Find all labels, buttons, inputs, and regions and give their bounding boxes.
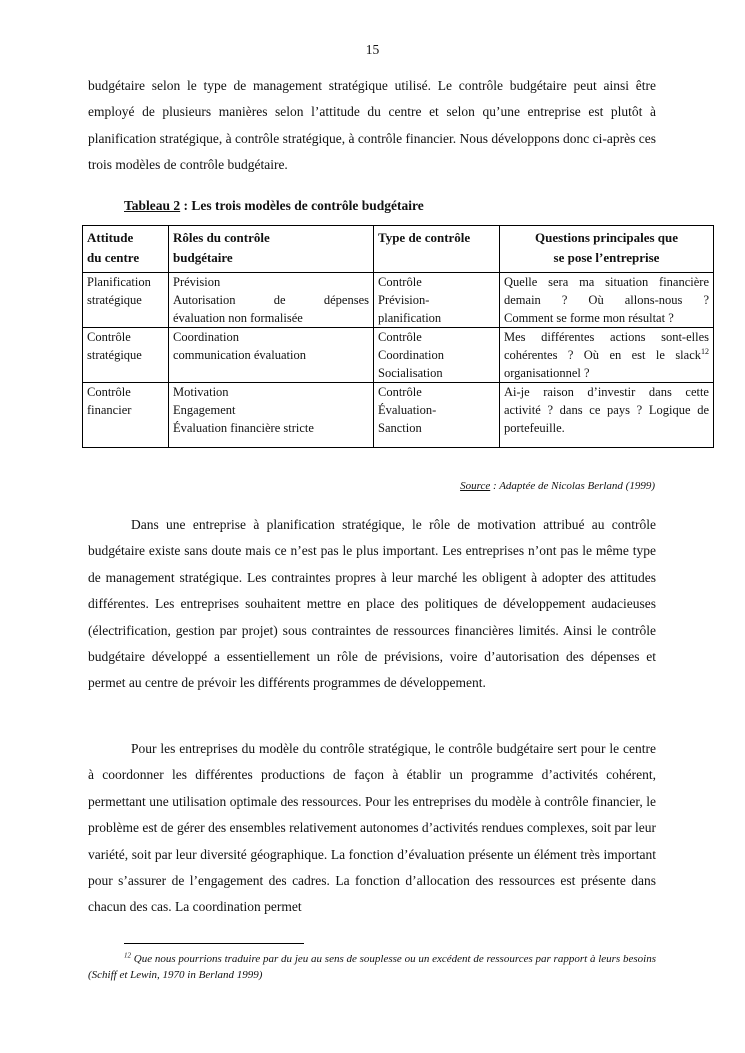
header-attitude-line1: Attitude [87,230,134,245]
cell-line: Contrôle [87,385,131,399]
cell-line: Quelle sera ma situation financière [504,275,709,289]
footnote-12 [88,951,656,983]
table-caption [124,198,424,214]
cell-roles [169,273,374,328]
cell-line: Socialisation [378,366,443,380]
cell-line: Prévision [173,275,221,289]
cell-line: Évaluation financière stricte [173,421,314,435]
cell-type [374,328,500,383]
header-type [374,226,500,273]
cell-line: organisationnel ? [504,366,590,380]
table-caption-text: : Les trois modèles de contrôle budgétaire [180,198,424,213]
footnote-separator [124,943,304,944]
cell-line: stratégique [87,293,142,307]
cell-line: portefeuille. [504,421,565,435]
paragraph-2: Dans une entreprise à planification stratégique, le rôle de motivation attribué au contrôle budgétaire existe sans doute mais ce n’est pas le plus important. Les entreprises n’ont pas le même type de management stratégique. Les contraintes propres à leur marché les obligent à adopter des attitudes différentes. Les entreprises souhaitent mettre en place des politiques de développement audacieuses (électrification, gestion par projet) sous contraintes de ressources financières limités. Ainsi le contrôle budgétaire développé a essentiellement un rôle de prévisions, voire d’autorisation des dépenses et permet au centre de prévoir les différents programmes de développement. [88,517,656,691]
cell-line: Contrôle [378,385,422,399]
header-attitude [83,226,169,273]
paragraph-3: Pour les entreprises du modèle du contrôle stratégique, le contrôle budgétaire sert pour le centre à coordonner les différentes productions de façon à établir un programme d’activités cohérent, permettant une utilisation optimale des ressources. Pour les entreprises du modèle à contrôle financier, le problème est de gérer des ensembles relativement autonomes d’activités rendues complexes, soit par leur variété, soit par leur diversité géographique. La fonction d’évaluation présente un élément très important pour s’assurer de l’engagement des cadres. La fonction d’allocation des ressources est présente dans chacun des cas. La coordination permet [88,741,656,915]
header-questions-line1: Questions principales que [534,230,679,245]
footnote-text: Que nous pourrions traduire par du jeu au sens de souplesse ou un excédent de ressources par rapport à leurs besoins (Schiff et Lewin, 1970 in Berland 1999) [88,953,656,981]
cell-line: Contrôle [378,330,422,344]
cell-type [374,383,500,448]
cell-questions [500,328,714,383]
footnote-number: 12 [124,951,131,960]
cell-line: planification [378,311,442,325]
page-number: 15 [365,42,380,57]
cell-line-text: cohérentes ? Où en est le slack [504,348,701,362]
cell-line: Mes différentes actions sont-elles [504,330,709,344]
cell-attitude [83,328,169,383]
cell-questions [500,383,714,448]
intro-paragraph: budgétaire selon le type de management stratégique utilisé. Le contrôle budgétaire peut ainsi être employé de plusieurs manières selon l’attitude du centre et selon qu’une entreprise est plutôt à planification stratégique, à contrôle stratégique, à contrôle financier. Nous développons donc ci-après ces trois modèles de contrôle budgétaire. [88,78,656,173]
cell-line: activité ? dans ce pays ? Logique de [504,403,709,417]
table-source [0,480,655,492]
cell-roles [169,328,374,383]
cell-roles [169,383,374,448]
source-label: Source [460,480,491,492]
header-roles [169,226,374,273]
cell-line: financier [87,403,132,417]
cell-attitude [83,273,169,328]
cell-line [504,346,709,364]
control-models-table [82,225,714,448]
cell-line: Coordination [173,330,239,344]
cell-line: Contrôle [378,275,422,289]
cell-line: Prévision- [378,293,430,307]
cell-line: Sanction [378,421,422,435]
header-questions-line2: se pose l’entreprise [553,250,660,265]
cell-line: Évaluation- [378,403,437,417]
header-type-text: Type de contrôle [378,230,471,245]
source-text: : Adaptée de Nicolas Berland (1999) [490,480,655,492]
cell-line: Contrôle [87,330,131,344]
cell-line: demain ? Où allons-nous ? [504,293,709,307]
table-header-row [83,226,714,273]
cell-attitude [83,383,169,448]
header-roles-line1: Rôles du contrôle [173,230,270,245]
header-questions [500,226,714,273]
cell-line: évaluation non formalisée [173,311,303,325]
table-caption-label: Tableau 2 [124,198,181,213]
footnote-ref-12: 12 [701,346,709,356]
table-row [83,383,714,448]
cell-line: Engagement [173,403,236,417]
table-row [83,273,714,328]
cell-line: Comment se forme mon résultat ? [504,311,674,325]
cell-type [374,273,500,328]
header-roles-line2: budgétaire [173,250,233,265]
table-row [83,328,714,383]
cell-line: stratégique [87,348,142,362]
cell-line: Ai-je raison d’investir dans cette [504,385,709,399]
cell-line: communication évaluation [173,348,306,362]
cell-line: Coordination [378,348,444,362]
cell-line: Planification [87,275,151,289]
cell-line: Motivation [173,385,229,399]
cell-line: Autorisation de dépenses [173,293,369,307]
cell-questions [500,273,714,328]
header-attitude-line2: du centre [87,250,140,265]
